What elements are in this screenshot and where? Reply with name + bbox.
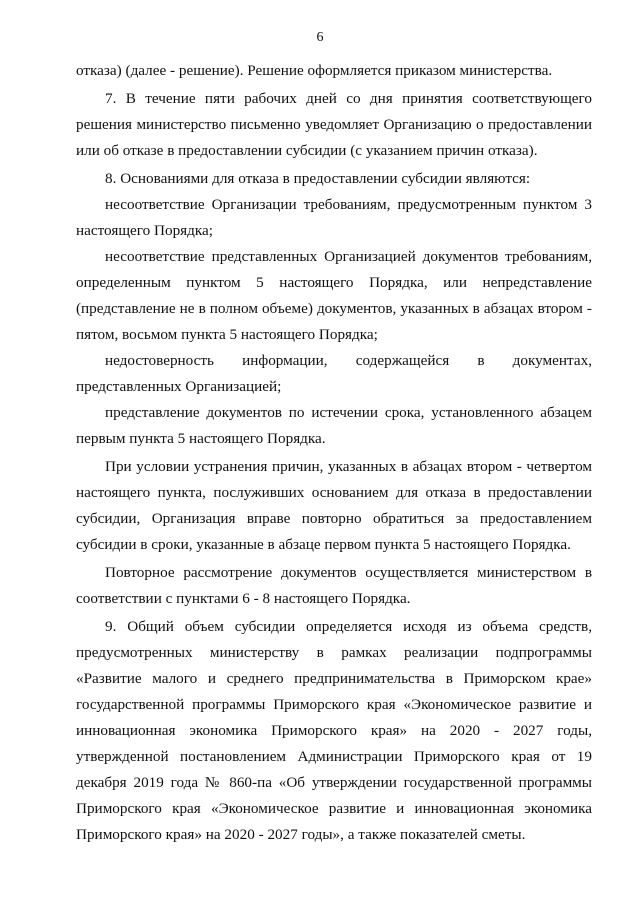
paragraph-reason-unreliable: недостоверность информации, содержащейся в документах, представленных Организацией;: [76, 352, 592, 395]
paragraph-reason-requirements: несоответствие Организации требованиям, предусмотренным пунктом 3 настоящего Порядка;: [76, 196, 592, 239]
paragraph-reason-late: представление документов по истечении срока, установленного абзацем первым пункта 5 настоящего Порядка.: [76, 404, 592, 447]
paragraph-reapply: При условии устранения причин, указанных в абзацах втором - четвертом настоящего пункта, послуживших основанием для отказа в предоставлении субсидии, Организация вправе повторно обратиться за предоставлением субсидии в сроки, указанные в абзаце первом пункта 5 настоящего Порядка.: [76, 458, 592, 553]
paragraph-reason-documents: несоответствие представленных Организацией документов требованиям, определенным пунктом 5 настоящего Порядка, или непредставление (представление не в полном объеме) документов, указанных в абзацах втором - пятом, восьмом пункта 5 настоящего Порядка;: [76, 248, 592, 343]
paragraph-item-8: 8. Основаниями для отказа в предоставлении субсидии являются:: [105, 170, 531, 187]
document-body: [76, 58, 592, 848]
paragraph-continuation: отказа) (далее - решение). Решение оформляется приказом министерства.: [76, 62, 553, 79]
paragraph-reconsideration: Повторное рассмотрение документов осуществляется министерством в соответствии с пунктами 6 - 8 настоящего Порядка.: [76, 564, 592, 607]
paragraph-item-9: 9. Общий объем субсидии определяется исходя из объема средств, предусмотренных министерству в рамках реализации подпрограммы «Развитие малого и среднего предпринимательства в Приморском крае» государственной программы Приморского края «Экономическое развитие и инновационная экономика Приморского края» на 2020 - 2027 годы, утвержденной постановлением Администрации Приморского края от 19 декабря 2019 года № 860-па «Об утверждении государственной программы Приморского края «Экономическое развитие и инновационная экономика Приморского края» на 2020 - 2027 годы», а также показателей сметы.: [76, 618, 592, 843]
page-number: 6: [316, 30, 324, 45]
paragraph-item-7: 7. В течение пяти рабочих дней со дня принятия соответствующего решения министерство письменно уведомляет Организацию о предоставлении или об отказе в предоставлении субсидии (с указанием причин отказа).: [76, 90, 592, 159]
